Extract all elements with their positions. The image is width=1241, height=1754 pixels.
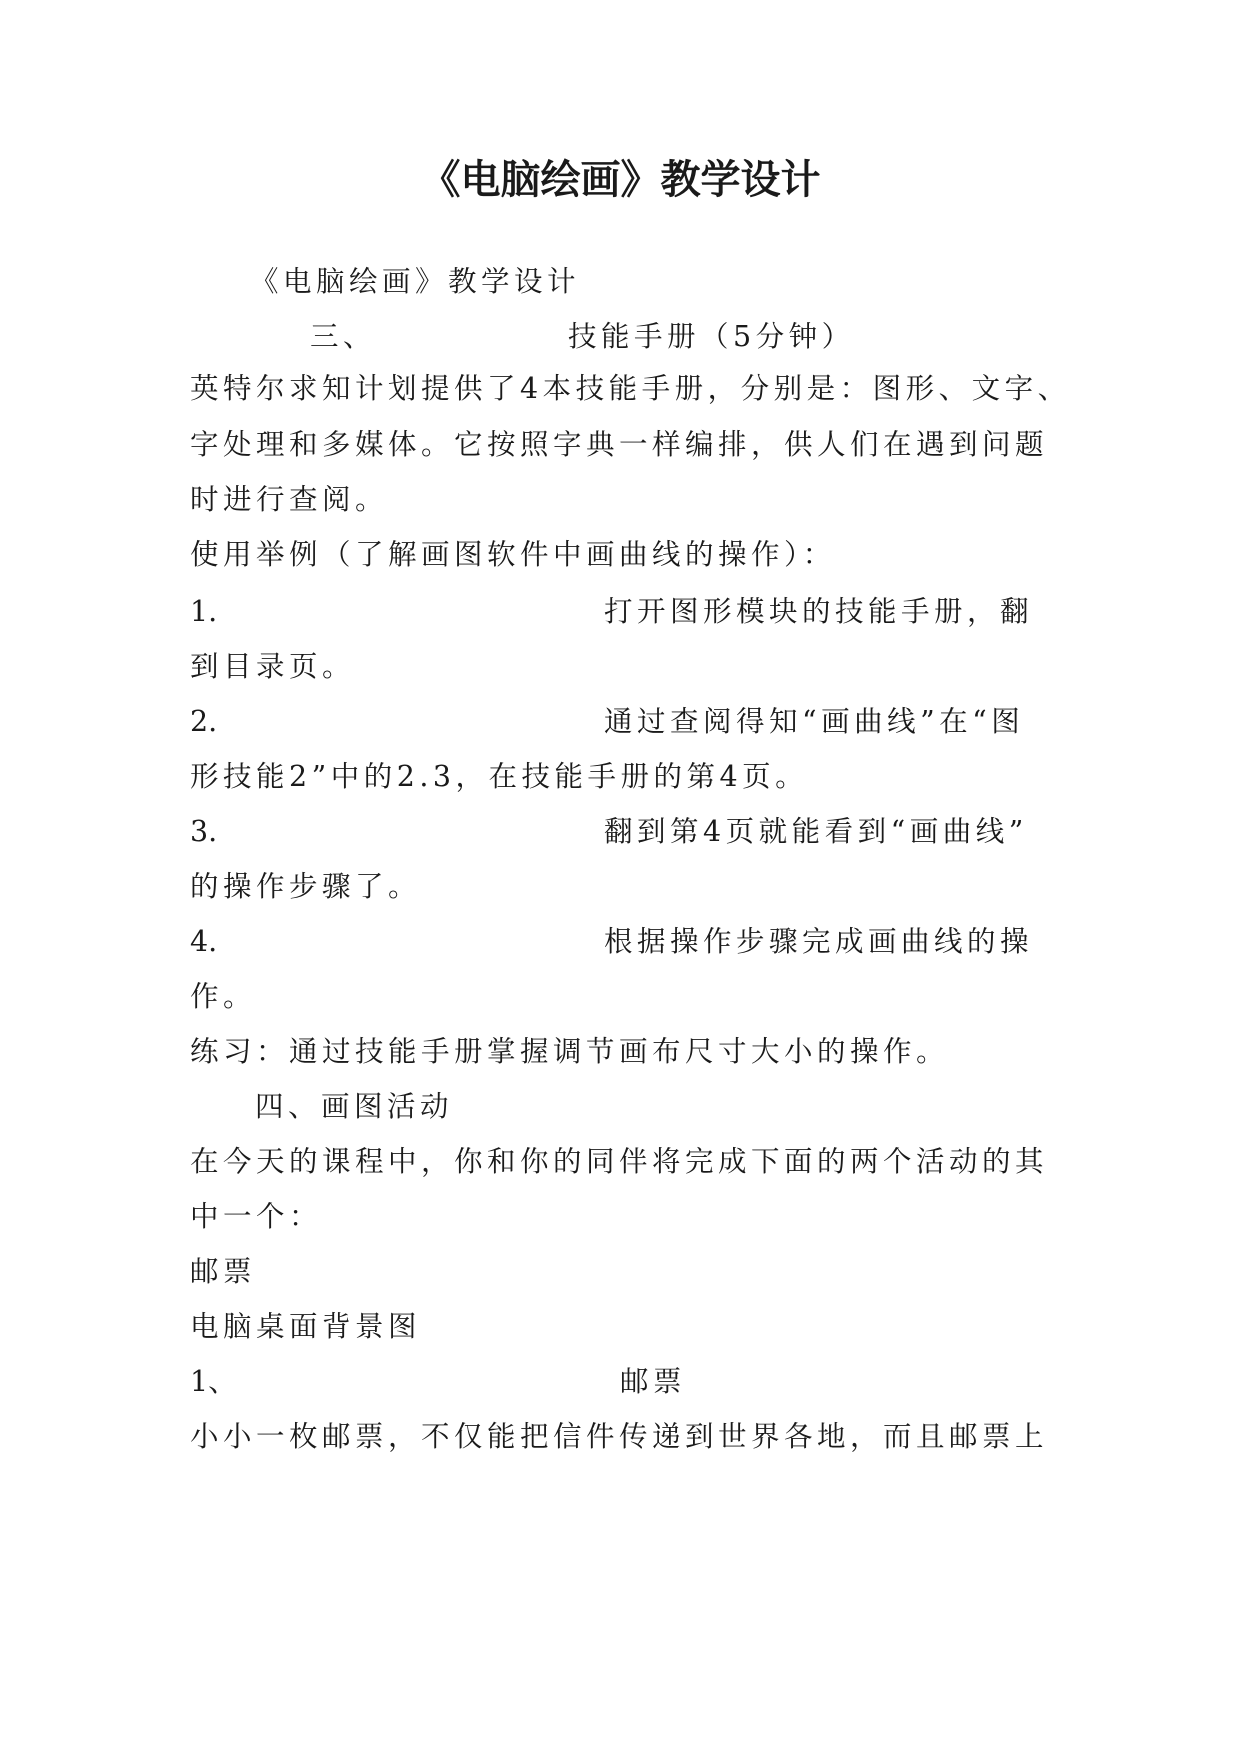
- document-title: 《电脑绘画》教学设计: [420, 157, 821, 203]
- activity-line-2: 中一个：: [190, 1200, 323, 1233]
- intro-line-1: 英特尔求知计划提供了4本技能手册，分别是：图形、文字、: [190, 372, 1071, 405]
- section3-number: 三、: [310, 320, 377, 353]
- item1-label: 邮票: [620, 1365, 687, 1398]
- step-continuation: 形技能2”中的2.3，在技能手册的第4页。: [190, 760, 809, 793]
- step-text: 根据操作步骤完成画曲线的操: [604, 925, 1034, 958]
- activity-item-wallpaper: 电脑桌面背景图: [190, 1310, 422, 1343]
- example-heading: 使用举例（了解画图软件中画曲线的操作）：: [190, 538, 836, 571]
- step-text: 打开图形模块的技能手册，翻: [604, 595, 1034, 628]
- section3-heading: 技能手册（5分钟）: [568, 320, 855, 353]
- step-text: 翻到第4页就能看到“画曲线”: [604, 815, 1028, 848]
- step-number: 1.: [190, 595, 218, 628]
- item1-number: 1、: [190, 1365, 237, 1398]
- activity-line-1: 在今天的课程中，你和你的同伴将完成下面的两个活动的其: [190, 1145, 1049, 1178]
- step-continuation: 的操作步骤了。: [190, 870, 422, 903]
- activity-item-stamp: 邮票: [190, 1255, 257, 1288]
- step-number: 3.: [190, 815, 218, 848]
- intro-line-2: 字处理和多媒体。它按照字典一样编排，供人们在遇到问题: [190, 428, 1049, 461]
- step-continuation: 到目录页。: [190, 650, 356, 683]
- step-number: 4.: [190, 925, 218, 958]
- step-continuation: 作。: [190, 980, 257, 1013]
- section4-heading: 四、画图活动: [255, 1090, 454, 1123]
- intro-line-3: 时进行查阅。: [190, 483, 389, 516]
- practice-text: 练习：通过技能手册掌握调节画布尺寸大小的操作。: [190, 1035, 950, 1068]
- step-number: 2.: [190, 705, 218, 738]
- step-text: 通过查阅得知“画曲线”在“图: [604, 705, 1025, 738]
- last-paragraph-line: 小小一枚邮票，不仅能把信件传递到世界各地，而且邮票上: [190, 1420, 1049, 1453]
- subtitle: 《电脑绘画》教学设计: [250, 265, 581, 298]
